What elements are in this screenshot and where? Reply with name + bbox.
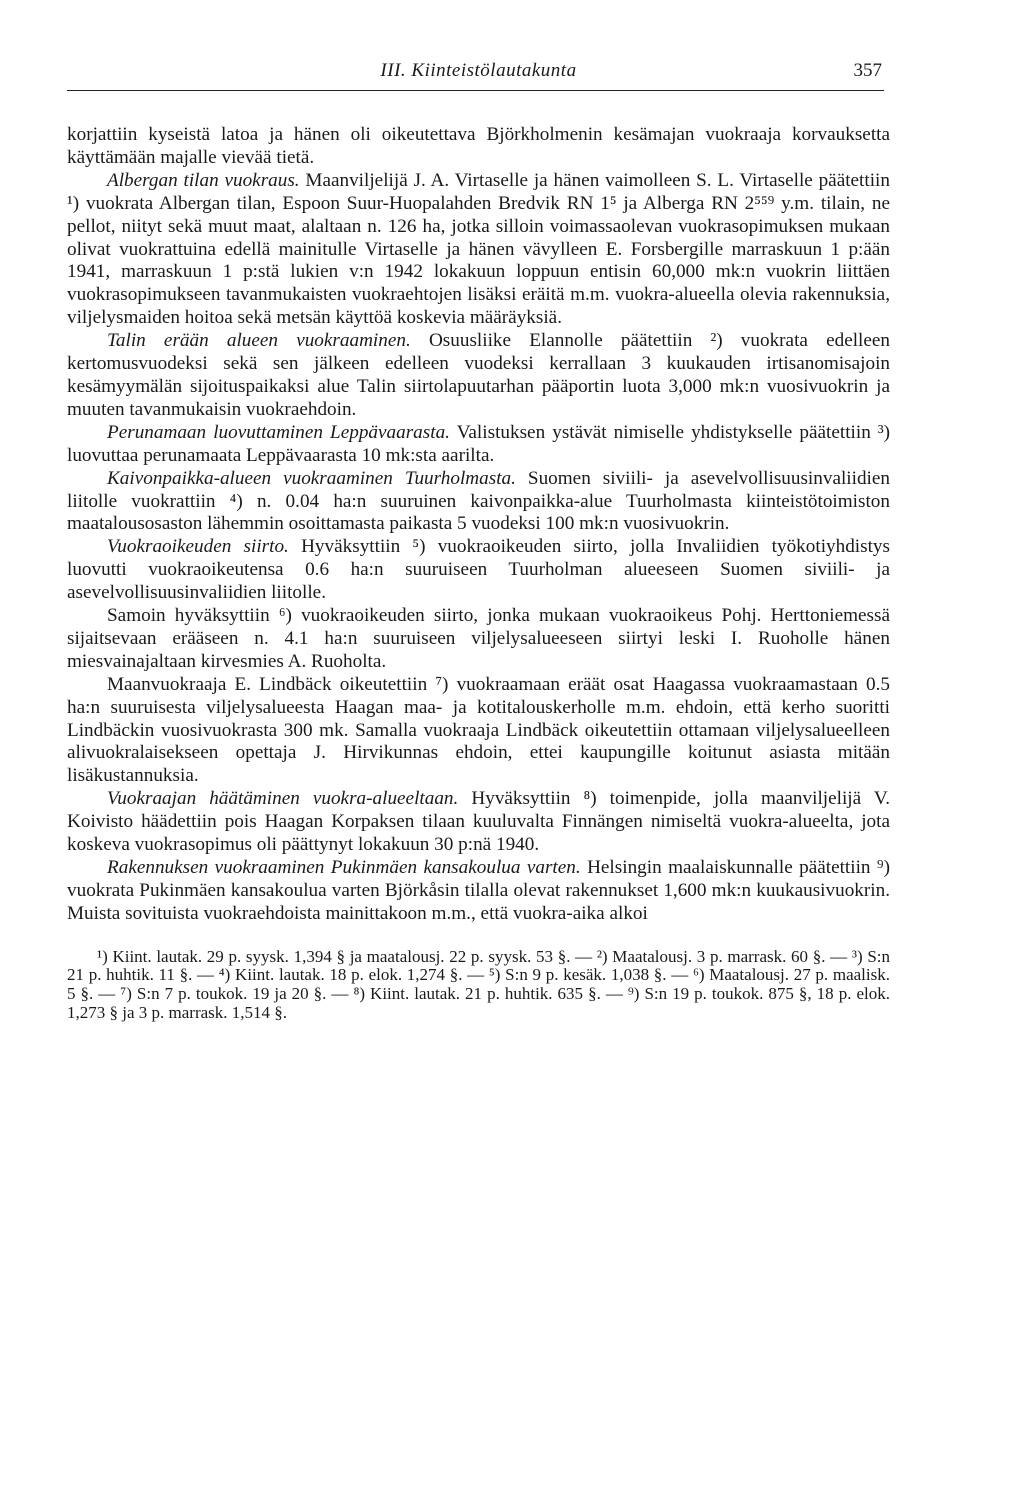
- section-heading: Kaivonpaikka-alueen vuokraaminen Tuurholmasta.: [107, 467, 516, 489]
- chapter-title: III. Kiinteistölautakunta: [380, 60, 577, 81]
- page-number: 357: [853, 60, 882, 81]
- section-heading: Albergan tilan vuokraus.: [107, 169, 300, 191]
- paragraph: [67, 536, 890, 605]
- paragraph: [67, 674, 890, 789]
- paragraph: [67, 124, 890, 170]
- footnotes: [67, 948, 890, 1022]
- paragraph: [67, 422, 890, 468]
- paragraph-text: Maanvuokraaja E. Lindbäck oikeutettiin ⁷) vuokraamaan eräät osat Haagassa vuokraamastaan 0.5 ha:n suuruisesta viljelysalueesta Haagan maa- ja kotitalouskerholle m.m. ehdoin, että kerho suoritti Lindbäckin vuosivuokrasta 300 mk. Samalla vuokraaja Lindbäck oikeutettiin ottamaan viljelysalueelleen alivuokralaisekseen opettaja J. Hirvikunnas ehdoin, ettei kaupungille koitunut asiasta mitään lisäkustannuksia.: [67, 673, 890, 787]
- section-heading: Perunamaan luovuttaminen Leppävaarasta.: [107, 421, 450, 443]
- paragraph: [67, 170, 890, 330]
- footnote-text: ¹) Kiint. lautak. 29 p. syysk. 1,394 § ja maatalousj. 22 p. syysk. 53 §. — ²) Maatalousj. 3 p. marrask. 60 §. — ³) S:n 21 p. huhtik. 11 §. — ⁴) Kiint. lautak. 18 p. elok. 1,274 §. — ⁵) S:n 9 p. kesäk. 1,038 §. — ⁶) Maatalousj. 27 p. maalisk. 5 §. — ⁷) S:n 7 p. toukok. 19 ja 20 §. — ⁸) Kiint. lautak. 21 p. huhtik. 635 §. — ⁹) S:n 19 p. toukok. 875 §, 18 p. elok. 1,273 § ja 3 p. marrask. 1,514 §.: [67, 946, 890, 1022]
- paragraph-text: Maanviljelijä J. A. Virtaselle ja hänen vaimolleen S. L. Virtaselle päätettiin ¹) vuokrata Albergan tilan, Espoon Suur-Huopalahden Bredvik RN 1⁵ ja Alberga RN 2⁵⁵⁹ y.m. tilain, ne pellot, niityt sekä muut maat, alaltaan n. 126 ha, jotka silloin voimassaolevan vuokrasopimuksen mukaan olivat vuokrattuina edellä mainitulle Virtaselle ja hänen vävylleen E. Forsbergille marraskuun 1 p:ään 1941, marraskuun 1 p:stä lukien v:n 1942 lokakuun loppuun entisin 60,000 mk:n vuokrin liittäen vuokrasopimukseen tavanmukaisten vuokraehtojen lisäksi eräitä m.m. vuokra-alueella olevia rakennuksia, viljelysmaiden hoitoa sekä metsän käyttöä koskevia määräyksiä.: [67, 169, 890, 329]
- document-page: [67, 60, 890, 1022]
- paragraph-text: Helsingin maalaiskunnalle päätettiin ⁹) vuokrata Pukinmäen kansakoulua varten Björkåsin tilalla olevat rakennukset 1,600 mk:n kuukausivuokrin. Muista sovituista vuokraehdoista mainittakoon m.m., että vuokra-aika alkoi: [67, 857, 890, 924]
- paragraph: [67, 605, 890, 674]
- body-text: [67, 124, 890, 926]
- section-heading: Vuokraoikeuden siirto.: [107, 536, 289, 558]
- paragraph-text: Hyväksyttiin ⁵) vuokraoikeuden siirto, jolla Invaliidien työkotiyhdistys luovutti vuokraoikeutensa 0.6 ha:n suuruiseen Tuurholman alueeseen Suomen siviili- ja asevelvollisuusinvaliidien liitolle.: [67, 536, 890, 604]
- paragraph-text: Hyväksyttiin ⁸) toimenpide, jolla maanviljelijä V. Koivisto häädettiin pois Haagan Korpaksen tilaan kuuluvalta Finnängen nimiseltä vuokra-alueelta, jota koskeva vuokrasopimus oli päättynyt lokakuun 30 p:nä 1940.: [67, 788, 891, 856]
- paragraph-text: Suomen siviili- ja asevelvollisuusinvaliidien liitolle vuokrattiin ⁴) n. 0.04 ha:n suuruinen kaivonpaikka-alue Tuurholmasta kiinteistötoimiston maatalousosaston lähemmin osoittamasta paikasta 5 vuodeksi 100 mk:n vuosivuokrin.: [67, 467, 890, 535]
- paragraph: [67, 330, 890, 422]
- paragraph-text: Valistuksen ystävät nimiselle yhdistykselle päätettiin ³) luovuttaa perunamaata Leppävaarasta 10 mk:sta aarilta.: [67, 421, 890, 466]
- section-heading: Talin erään alueen vuokraaminen.: [107, 330, 411, 352]
- section-heading: Vuokraajan häätäminen vuokra-alueeltaan.: [107, 788, 459, 810]
- paragraph-text: korjattiin kyseistä latoa ja hänen oli oikeutettava Björkholmenin kesämajan vuokraaja korvauksetta käyttämään majalle vievää tietä.: [67, 124, 890, 168]
- paragraph-text: Samoin hyväksyttiin ⁶) vuokraoikeuden siirto, jonka mukaan vuokraoikeus Pohj. Herttoniemessä sijaitsevaan erääseen n. 4.1 ha:n suuruiseen viljelysalueeseen siirtyi leski I. Ruoholle hänen miesvainajaltaan kirvesmies A. Ruoholta.: [67, 605, 890, 672]
- paragraph: [67, 788, 890, 857]
- section-heading: Rakennuksen vuokraaminen Pukinmäen kansakoulua varten.: [107, 857, 581, 878]
- header-rule: [67, 90, 884, 91]
- paragraph-text: Osuusliike Elannolle päätettiin ²) vuokrata edelleen kertomusvuodeksi sekä sen jälkeen edelleen vuodeksi kerrallaan 3 kuukauden irtisanomisajoin kesämyymälän sijoituspaikaksi alue Talin siirtolapuutarhan pääportin luota 3,000 mk:n vuosivuokrin ja muuten tavanmukaisin vuokraehdoin.: [67, 330, 891, 420]
- running-header: [67, 60, 890, 90]
- paragraph: [67, 468, 890, 537]
- paragraph: [67, 857, 890, 926]
